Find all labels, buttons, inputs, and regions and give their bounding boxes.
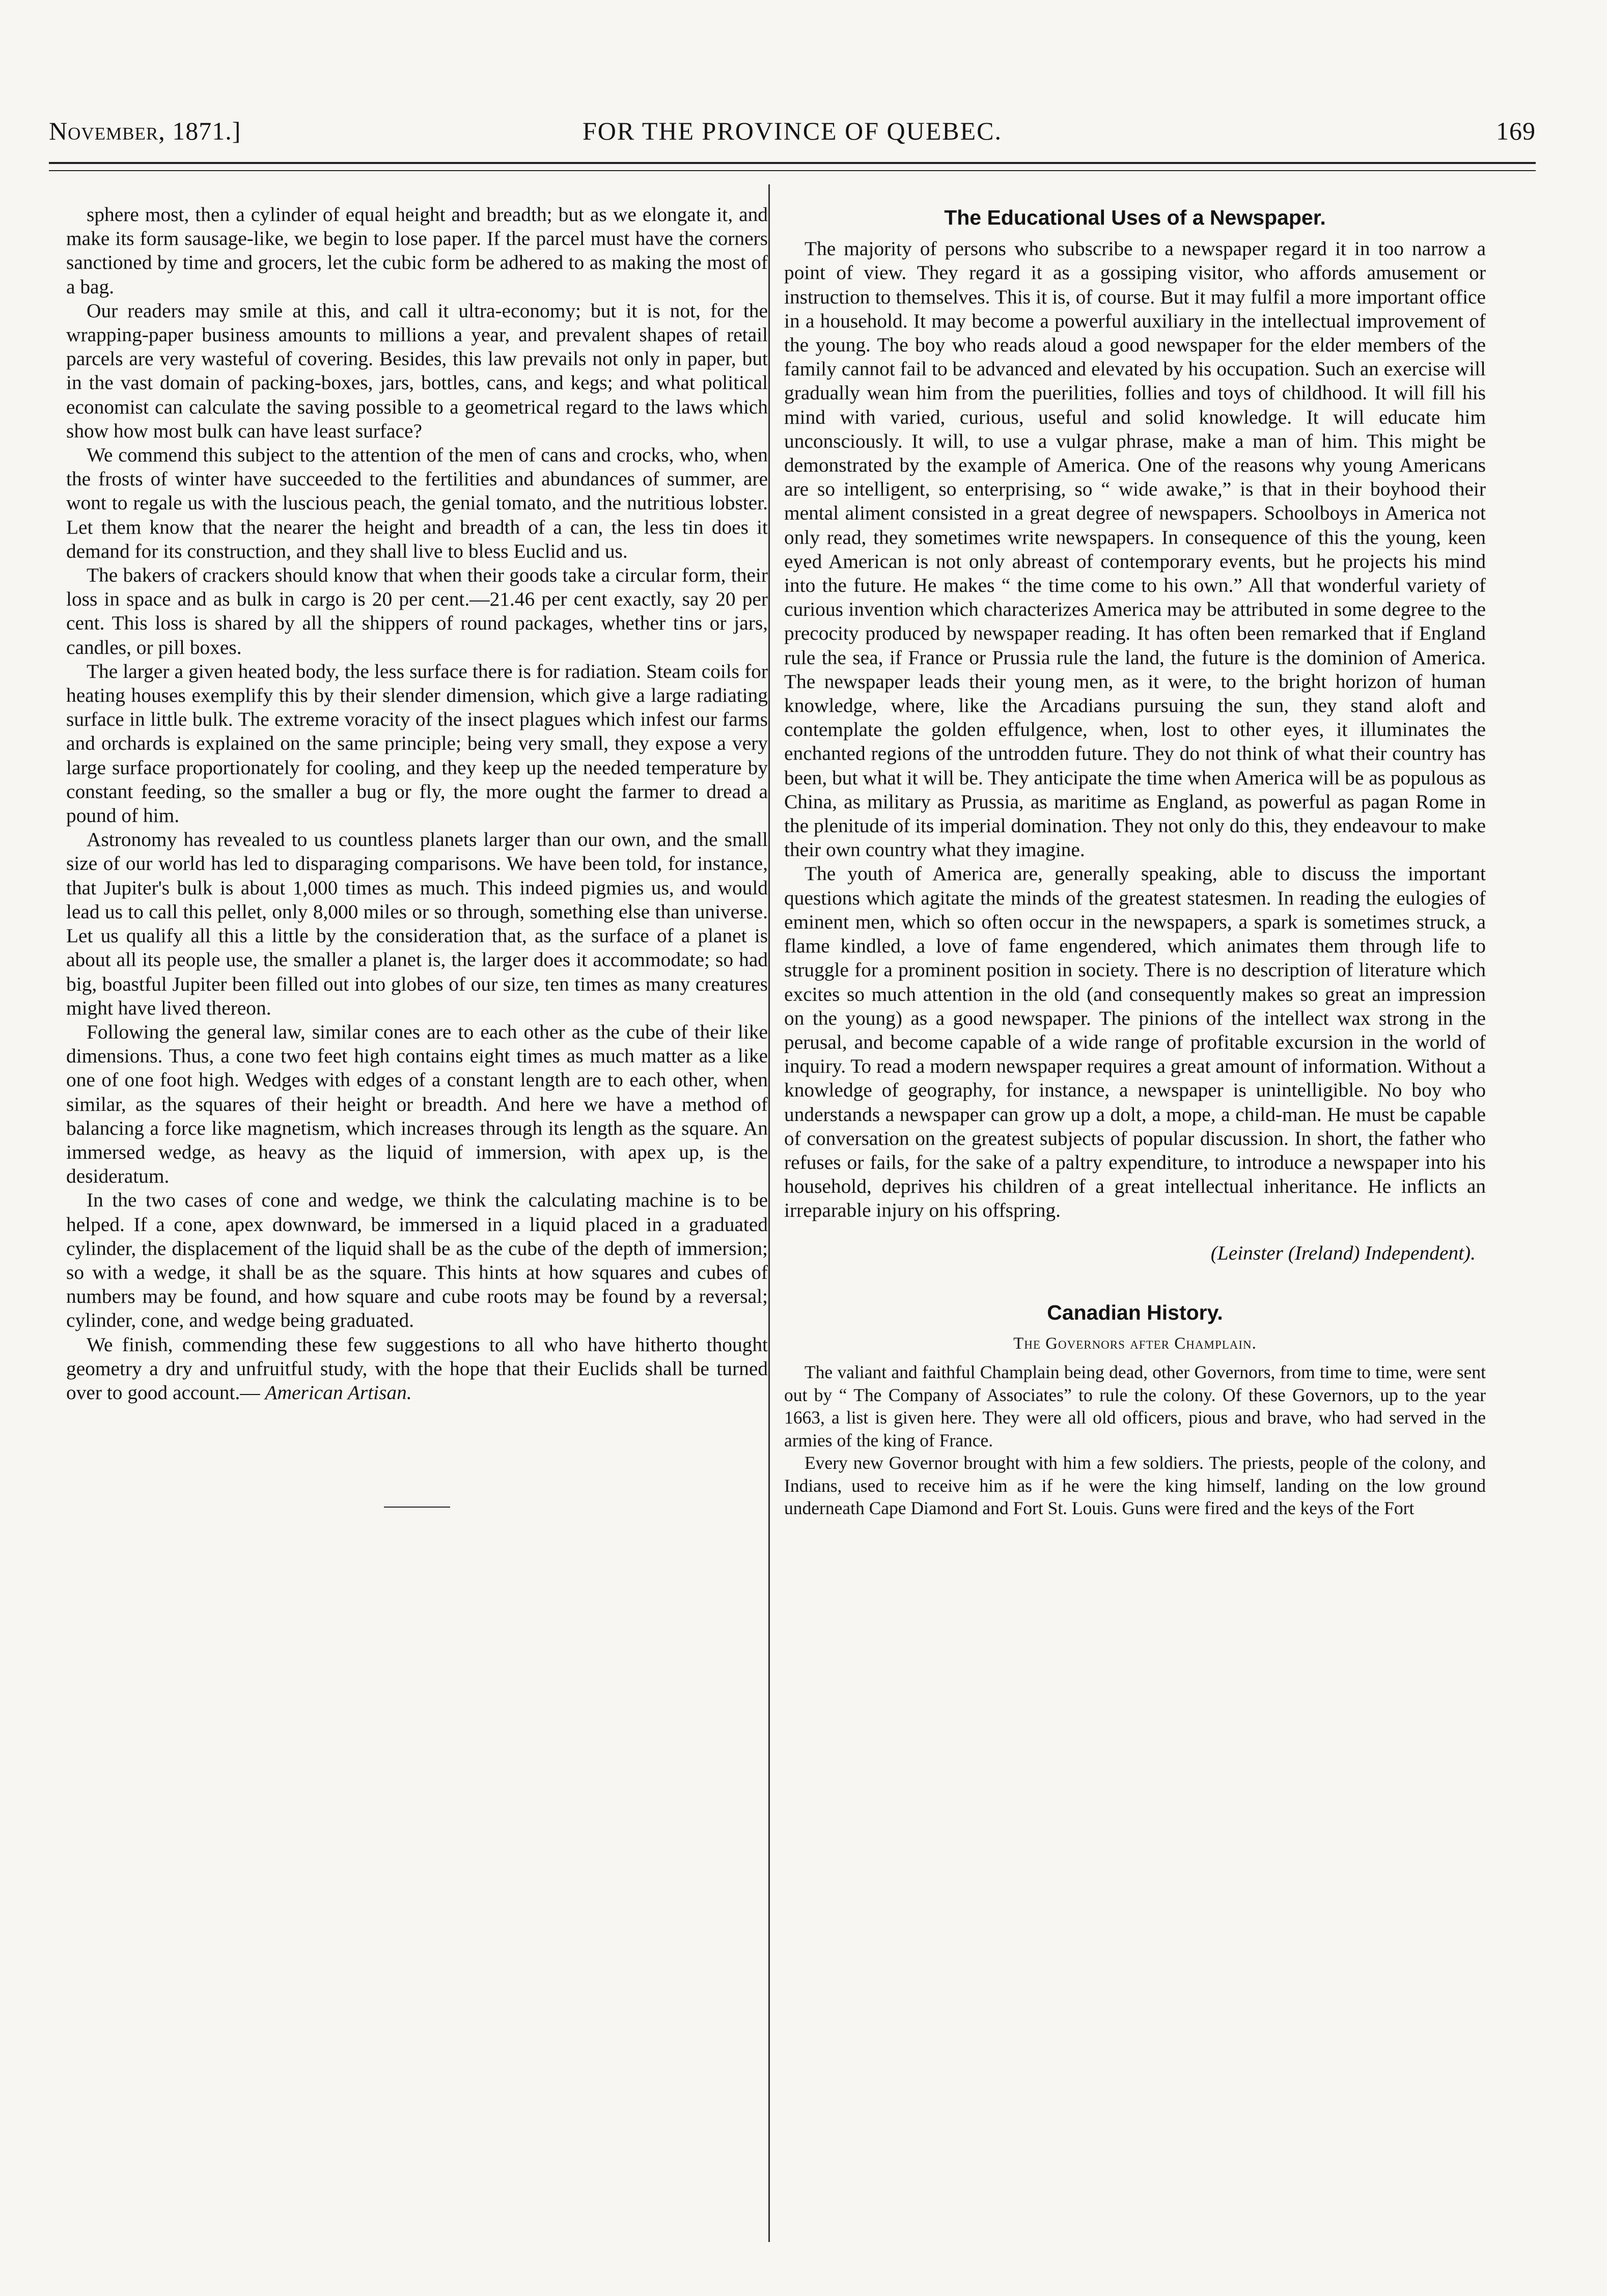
article-attribution: (Leinster (Ireland) Independent). [1210,1241,1476,1264]
paragraph: sphere most, then a cylinder of equal height and breadth; but as we elongate it, and make its form sausage-like, we begin to lose paper. If the parcel must have the corners sanctioned by time and grocers, let the cubic form be adhered to as making the most of a bag. [66,203,768,298]
paragraph-final [66,1333,768,1405]
source-credit: American Artisan. [265,1381,412,1404]
paragraph: The majority of persons who subscribe to a newspaper regard it in too narrow a point of view. They regard it as a gossiping visitor, who affords amusement or instruction to themselves. This it is, of course. But it may fulfil a more important office in a household. It may become a powerful auxiliary in the intellectual improvement of the young. The boy who reads aloud a good newspaper for the elder members of the family cannot fail to be advanced and elevated by his occupation. Such an exercise will gradually wean him from the puerilities, follies and toys of childhood. It will fill his mind with varied, curious, useful and solid knowledge. It will educate him unconsciously. It will, to use a vulgar phrase, make a man of him. This might be demonstrated by the example of America. One of the reasons why young Americans are so intelligent, so enterprising, so “ wide awake,” is that in their boyhood their mental aliment consisted in a great degree of newspapers. Schoolboys in America not only read, they sometimes write newspapers. In consequence of this the young, keen eyed American is not only abreast of contemporary events, but he projects his mind into the future. He makes “ the time come to his own.” All that wonderful variety of curious invention which characterizes America may be attributed in some degree to the precocity produced by newspaper reading. It has often been remarked that if England rule the sea, if France or Prussia rule the land, the future is the dominion of America. The newspaper leads their young men, as it were, to the bright horizon of human knowledge, where, like the Arcadians pursuing the sun, they stand aloft and contemplate the golden effulgence, when, lost to other eyes, it illuminates the enchanted regions of the untrodden future. They do not think of what their country has been, but what it will be. They anticipate the time when America will be as populous as China, as military as Prussia, as maritime as England, as powerful as pagan Rome in the plenitude of its imperial domination. They not only do this, they endeavour to make their own country what they imagine. [784,237,1486,861]
right-column [784,203,1486,1520]
paragraph: The larger a given heated body, the less surface there is for radiation. Steam coils for heating houses exemplify this by their slender dimension, which give a large radiating surface in little bulk. The extreme voracity of the insect plagues which infest our farms and orchards is explained on the same principle; being very small, they expose a very large surface proportionately for cooling, and they keep up the needed temperature by constant feeding, so the smaller a bug or fly, the more ought the farmer to dread a pound of him. [66,660,768,827]
paragraph: Following the general law, similar cones are to each other as the cube of their like dimensions. Thus, a cone two feet high contains eight times as much matter as a like one of one foot high. Wedges with edges of a constant length are to each other, when similar, as the squares of their height or breadth. And here we have a method of balancing a force like magnetism, which increases through its length as the square. An immersed wedge, as heavy as the liquid of immersion, with apex up, is the desideratum. [66,1020,768,1188]
paragraph: The bakers of crackers should know that when their goods take a circular form, their loss in space and as bulk in cargo is 20 per cent.—21.46 per cent exactly, say 20 per cent. This loss is shared by all the shippers of round packages, whether tins or jars, candles, or pill boxes. [66,564,768,659]
end-rule [384,1507,450,1508]
article-body [784,1361,1486,1520]
issue-date: November, 1871.] [49,117,241,145]
paragraph: In the two cases of cone and wedge, we think the calculating machine is to be helped. If a cone, apex downward, be immersed in a liquid placed in a graduated cylinder, the displacement of the liquid shall be as the cube of the depth of immersion; so with a wedge, it shall be as the square. This hints at how squares and cubes of numbers may be found, and how square and cube roots may be found by a reversal; cylinder, cone, and wedge being graduated. [66,1189,768,1332]
article-title: Canadian History. [1047,1300,1223,1324]
paragraph: The valiant and faithful Champlain being dead, other Governors, from time to time, were sent out by “ The Company of Associates” to rule the colony. Of these Governors, up to the year 1663, a list is given here. They were all old officers, pious and brave, who had served in the armies of the king of France. [784,1362,1486,1451]
article-subtitle: The Governors after Champlain. [1013,1334,1257,1353]
paragraph-text: We finish, commending these few suggestions to all who have hitherto thought geometry a dry and unfruitful study, with the hope that their Euclids shall be turned over to good account.— [66,1333,768,1404]
paragraph: Every new Governor brought with him a few soldiers. The priests, people of the colony, and Indians, used to receive him as if he were the king himself, landing on the low ground underneath Cape Diamond and Fort St. Louis. Guns were fired and the keys of the Fort [784,1453,1486,1519]
page-number: 169 [1496,117,1536,145]
header-rule-thick [49,162,1536,164]
article-title: The Educational Uses of a Newspaper. [944,206,1326,229]
paragraph: The youth of America are, generally speaking, able to discuss the important questions which agitate the minds of the greatest statesmen. In reading the eulogies of eminent men, which so often occur in the newspapers, a spark is sometimes struck, a flame kindled, a love of fame engendered, which animates them through life to struggle for a prominent position in society. There is no description of literature which excites so much attention in the old (and consequently makes so great an impression on the young) as a good newspaper. The pinions of the intellect wax strong in the perusal, and become capable of a wide range of profitable excursion in the world of inquiry. To read a modern newspaper requires a great amount of information. Without a knowledge of geography, for instance, a newspaper is unintelligible. No boy who understands a newspaper can grow up a dolt, a mope, a child-man. He must be capable of conversation on the greatest subjects of popular discussion. In short, the father who refuses or fails, for the sake of a paltry expenditure, to introduce a newspaper into his household, deprives his children of a great intellectual inheritance. He inflicts an irreparable injury on his offspring. [784,862,1486,1222]
running-header [49,116,1536,153]
header-rule-thin [49,170,1536,171]
paragraph: We commend this subject to the attention of the men of cans and crocks, who, when the frosts of winter have succeeded to the fertilities and abundances of summer, are wont to regale us with the luscious peach, the genial tomato, and the nutritious lobster. Let them know that the nearer the height and breadth of a can, the less tin does it demand for its construction, and they shall live to bless Euclid and us. [66,444,768,562]
paragraph: Our readers may smile at this, and call it ultra-economy; but it is not, for the wrapping-paper business amounts to millions a year, and prevalent shapes of retail parcels are very wasteful of covering. Besides, this law prevails not only in paper, but in the vast domain of packing-boxes, jars, bottles, cans, and kegs; and what political economist can calculate the saving possible to a geometrical regard to the laws which show how most bulk can have least surface? [66,299,768,442]
left-column [66,203,768,1508]
column-divider [768,184,770,2242]
paragraph: Astronomy has revealed to us countless planets larger than our own, and the small size of our world has led to disparaging comparisons. We have been told, for instance, that Jupiter's bulk is about 1,000 times as much. This indeed pigmies us, and would lead us to call this pellet, only 8,000 miles or so through, something else than universe. Let us qualify all this a little by the consideration that, as the surface of a planet is about all its people use, the smaller a planet is, the larger does it accommodate; so had big, boastful Jupiter been filled out into globes of our size, ten times as many creatures might have lived thereon. [66,828,768,1019]
journal-title: FOR THE PROVINCE OF QUEBEC. [583,117,1002,145]
